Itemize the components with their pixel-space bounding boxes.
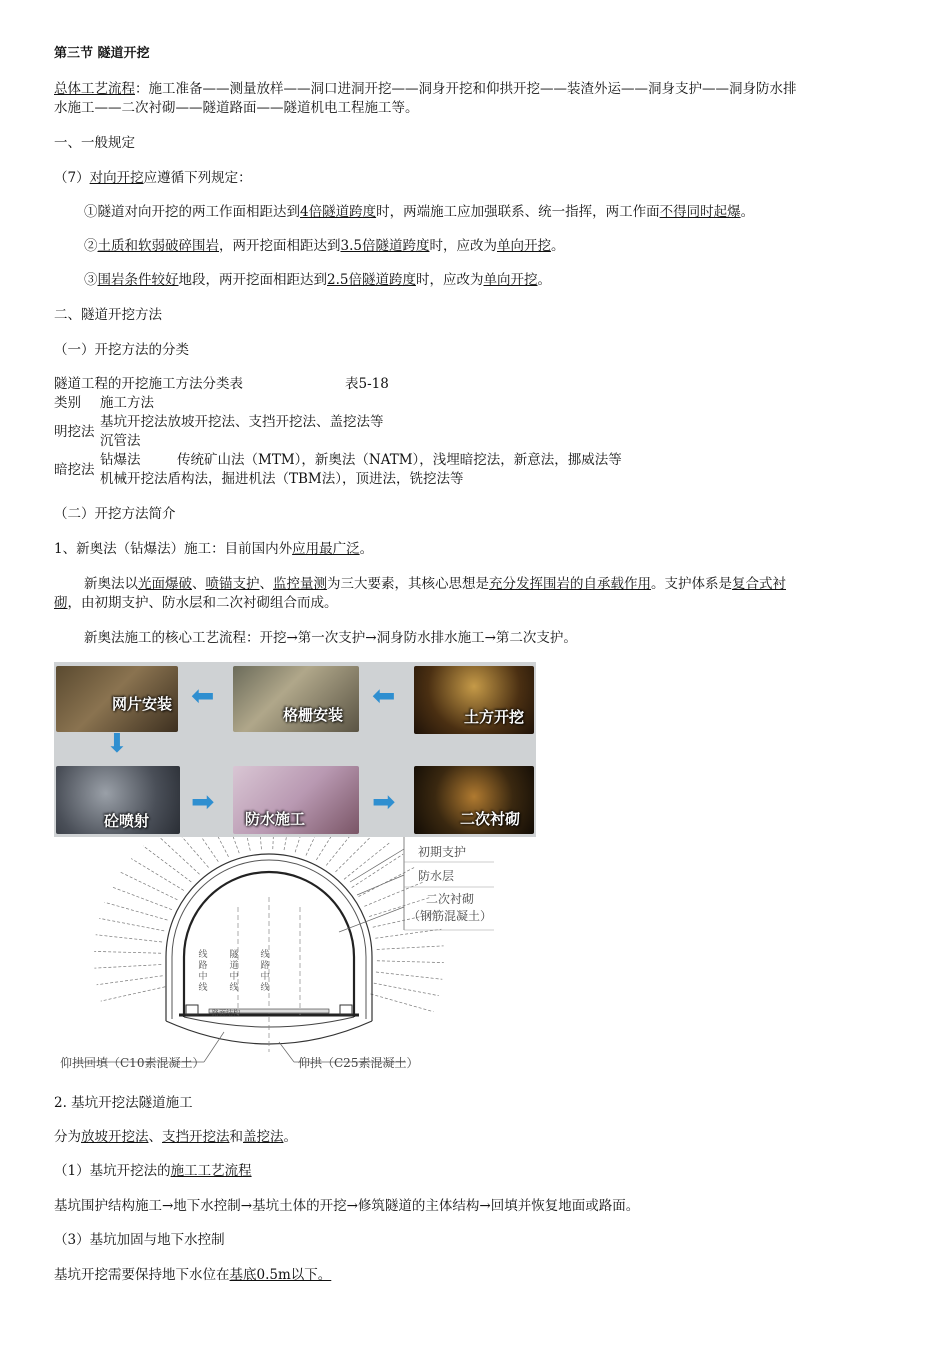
para-natm-elements-2: [54, 594, 338, 613]
item1-a: ①隧道对向开挖的两工作面相距达到: [84, 204, 300, 220]
arrow-right-icon: ➡: [191, 785, 215, 818]
photo-label-mesh: 网片安装: [112, 695, 173, 713]
arrow-left-icon: ⬅: [191, 679, 215, 712]
photo-waterproofing: [233, 766, 359, 834]
invert-arch-line: [166, 1021, 372, 1044]
p5-u3: 盖挖法: [243, 1129, 284, 1145]
item2-d: 。: [550, 238, 565, 254]
rock-bolt-ray: [306, 837, 329, 856]
p2-u2: 喷锚支护: [205, 576, 260, 592]
para-natm-elements: [84, 575, 786, 594]
rock-bolt-ray: [94, 951, 161, 953]
rock-bolt-ray: [352, 854, 403, 887]
rock-bolt-ray: [171, 837, 208, 867]
rock-bolt-ray: [101, 987, 165, 1001]
p2-c: 。支护体系是: [651, 576, 732, 592]
header-method: 施工方法: [100, 395, 154, 411]
item1-u1: 4倍隧道跨度: [300, 204, 377, 220]
rock-bolt-ray: [97, 976, 163, 985]
heading-methods: 二、隧道开挖方法: [54, 307, 162, 323]
label-invert: 仰拱（C25素混凝土）: [298, 1056, 419, 1070]
heading-reinforcement: （3）基坑加固与地下水控制: [54, 1232, 225, 1248]
section-title: 第三节 隧道开挖: [54, 46, 150, 61]
p9-u: 基底0.5m以下。: [229, 1267, 332, 1283]
item3-u3: 单向开挖: [483, 272, 538, 288]
photo-label-lining: 二次衬砌: [460, 810, 521, 828]
item2-a: ②: [84, 238, 98, 254]
photo-earth-excavation: [414, 666, 534, 734]
overview-text: ：施工准备——测量放样——洞口进洞开挖——洞身开挖和仰拱开挖——装渣外运——洞身支护——洞身防水排: [135, 81, 797, 97]
overview-line1: [54, 80, 797, 99]
item2-u2: 3.5倍隧道跨度: [340, 238, 430, 254]
rock-bolt-ray: [377, 961, 444, 963]
cat-open: 明挖法: [54, 424, 95, 440]
rock-bolt-ray: [374, 983, 439, 996]
p1-b: 。: [359, 541, 374, 557]
rule-7-number: （7）: [54, 170, 90, 186]
rock-bolt-ray: [335, 837, 376, 872]
p5-u1: 放坡开挖法: [81, 1129, 149, 1145]
table-caption: [54, 375, 389, 394]
heading-classification: （一）开挖方法的分类: [54, 342, 189, 358]
p2-u4: 充分发挥围岩的自承载作用: [489, 576, 651, 592]
rule-7-term: 对向开挖: [89, 170, 144, 186]
arrow-left-icon: ⬅: [372, 679, 396, 712]
photo-label-grid: 格栅安装: [283, 706, 344, 724]
p2-a: 新奥法以: [84, 576, 138, 592]
para-natm-flow: 新奥法施工的核心工艺流程：开挖→第一次支护→洞身防水排水施工→第二次支护。: [84, 630, 577, 646]
rock-bolt-ray: [221, 837, 239, 853]
rock-bolt-ray: [257, 837, 262, 849]
cat-dark: 暗挖法: [54, 462, 95, 478]
p5-b: 。: [283, 1129, 297, 1145]
rock-bolt-ray: [239, 837, 251, 851]
item3-u1: 围岩条件较好: [97, 272, 179, 288]
p2-u1: 光面爆破: [138, 576, 192, 592]
heading-intro: （二）开挖方法简介: [54, 506, 176, 522]
heading-open-cut: 2. 基坑开挖法隧道施工: [54, 1095, 193, 1111]
label-primary-support: 初期支护: [418, 845, 467, 859]
p2-s1: 、: [192, 576, 206, 592]
p5-u2: 支挡开挖法: [162, 1129, 230, 1145]
table-caption-text: 隧道工程的开挖施工方法分类表: [54, 376, 243, 392]
rock-bolt-ray: [143, 846, 191, 882]
leader-invert: [279, 1042, 294, 1062]
rule-item-2: [84, 237, 564, 256]
item1-u2: 不得同时起爆: [659, 204, 741, 220]
open-row-2: 沉管法: [100, 433, 141, 449]
item3-d: 。: [537, 272, 551, 288]
rock-bolt-ray: [131, 858, 184, 890]
photo-label-shotcrete: 砼喷射: [104, 812, 150, 830]
p2-u5: 复合式衬: [732, 576, 786, 592]
label-secondary-lining: 二次衬砌: [426, 892, 475, 906]
rock-bolt-ray: [377, 946, 444, 950]
rule-item-1: [84, 203, 754, 222]
heading-process: [54, 1162, 252, 1181]
rock-bolt-ray: [316, 837, 345, 860]
rock-bolt-ray: [112, 887, 172, 910]
rock-bolt-ray: [203, 837, 228, 857]
p2-u3: 监控量测: [273, 576, 327, 592]
rock-bolt-ray: [375, 929, 441, 938]
p5-a: 分为: [54, 1129, 81, 1145]
item2-b: ，两开挖面相距达到: [219, 238, 341, 254]
rock-bolt-ray: [99, 918, 164, 931]
label-invert-backfill: 仰拱回填（C10素混凝土）: [60, 1056, 205, 1070]
rock-bolt-ray: [284, 837, 293, 850]
overview-label: 总体工艺流程: [54, 81, 135, 97]
para-open-cut-types: [54, 1128, 297, 1147]
photo-label-excavation: 土方开挖: [464, 708, 525, 726]
leader-lining: [339, 907, 404, 932]
photo-shotcrete: [56, 766, 180, 834]
p6-a: （1）基坑开挖法的: [54, 1163, 171, 1179]
photo-secondary-lining: [414, 766, 534, 834]
item3-u2: 2.5倍隧道跨度: [327, 272, 416, 288]
label-tunnel-centerline: 隧 道 中 线: [229, 950, 239, 993]
open-row-1: 基坑开挖法放坡开挖法、支挡开挖法、盖挖法等: [100, 414, 384, 430]
rock-bolt-ray: [96, 935, 162, 942]
table-header: [54, 394, 154, 413]
p2-b: 为三大要素，其核心思想是: [327, 576, 489, 592]
heading-general: 一、一般规定: [54, 135, 135, 151]
para-groundwater: [54, 1266, 331, 1285]
dark-row-1-method: 钻爆法: [100, 452, 141, 468]
p1-a: 1、新奥法（钻爆法）施工：目前国内外: [54, 541, 293, 557]
label-route-centerline-right: 线 路 中 线: [260, 950, 270, 993]
header-type: 类别: [54, 395, 81, 411]
label-waterproof-layer: 防水层: [418, 869, 455, 883]
item2-u1: 土质和软弱破碎围岩: [97, 238, 219, 254]
construction-flow-photos: [54, 662, 536, 837]
label-reinforced-concrete: （钢筋混凝土）: [408, 909, 493, 923]
p2-d: ，由初期支护、防水层和二次衬砌组合而成。: [67, 595, 338, 611]
item1-c: 。: [740, 204, 755, 220]
photo-mesh-install: [56, 666, 178, 732]
dark-row-1-detail: 传统矿山法（MTM），新奥法（NATM），浅埋暗挖法，新意法，挪威法等: [177, 452, 622, 468]
leader-waterproof: [357, 875, 404, 895]
table-number: 表5-18: [345, 376, 389, 392]
rock-bolt-ray: [157, 837, 200, 874]
rock-bolt-ray: [121, 872, 178, 900]
label-route-centerline-left: 线 路 中 线: [198, 950, 208, 993]
photo-grid-install: [233, 666, 359, 732]
leader-backfill: [204, 1032, 224, 1062]
rock-bolt-ray: [187, 837, 218, 862]
rule-item-3: [84, 271, 551, 290]
p5-s2: 和: [229, 1129, 243, 1145]
dark-row-2: 机械开挖法盾构法，掘进机法（TBM法），顶进法，铣挖法等: [100, 471, 464, 487]
para-process: 基坑围护结构施工→地下水控制→基坑土体的开挖→修筑隧道的主体结构→回填并恢复地面或路面。: [54, 1198, 640, 1214]
rock-bolt-ray: [370, 994, 433, 1012]
item2-u3: 单向开挖: [496, 238, 551, 254]
para-natm: [54, 540, 373, 559]
p1-u: 应用最广泛: [292, 541, 360, 557]
photo-label-waterproofing: 防水施工: [245, 810, 306, 828]
rock-bolt-ray: [94, 965, 161, 969]
rock-bolt-ray: [105, 902, 168, 920]
p6-u: 施工工艺流程: [170, 1163, 252, 1179]
rule-7-text: 应遵循下列规定：: [143, 170, 252, 186]
overview-line2: 水施工——二次衬砌——隧道路面——隧道机电工程施工等。: [54, 100, 419, 116]
p2-u6: 砌: [54, 595, 68, 611]
p2-s2: 、: [259, 576, 273, 592]
rock-bolt-ray: [376, 972, 442, 979]
item3-a: ③: [84, 272, 98, 288]
arrow-right-icon: ➡: [372, 785, 396, 818]
item1-b: 时，两端施工应加强联系、统一指挥，两工作面: [376, 204, 660, 220]
rock-bolt-ray: [344, 842, 391, 879]
label-pavement: 路面结构: [212, 1009, 240, 1017]
item3-b: 地段，两开挖面相距达到: [178, 272, 327, 288]
arrow-down-icon: ⬇: [106, 729, 128, 759]
p5-s1: 、: [148, 1129, 162, 1145]
p9-a: 基坑开挖需要保持地下水位在: [54, 1267, 230, 1283]
item3-c: 时，应改为: [415, 272, 484, 288]
rock-bolt-ray: [273, 837, 275, 849]
rock-bolt-ray: [326, 837, 362, 865]
item2-c: 时，应改为: [429, 238, 497, 254]
rule-7: [54, 169, 252, 188]
